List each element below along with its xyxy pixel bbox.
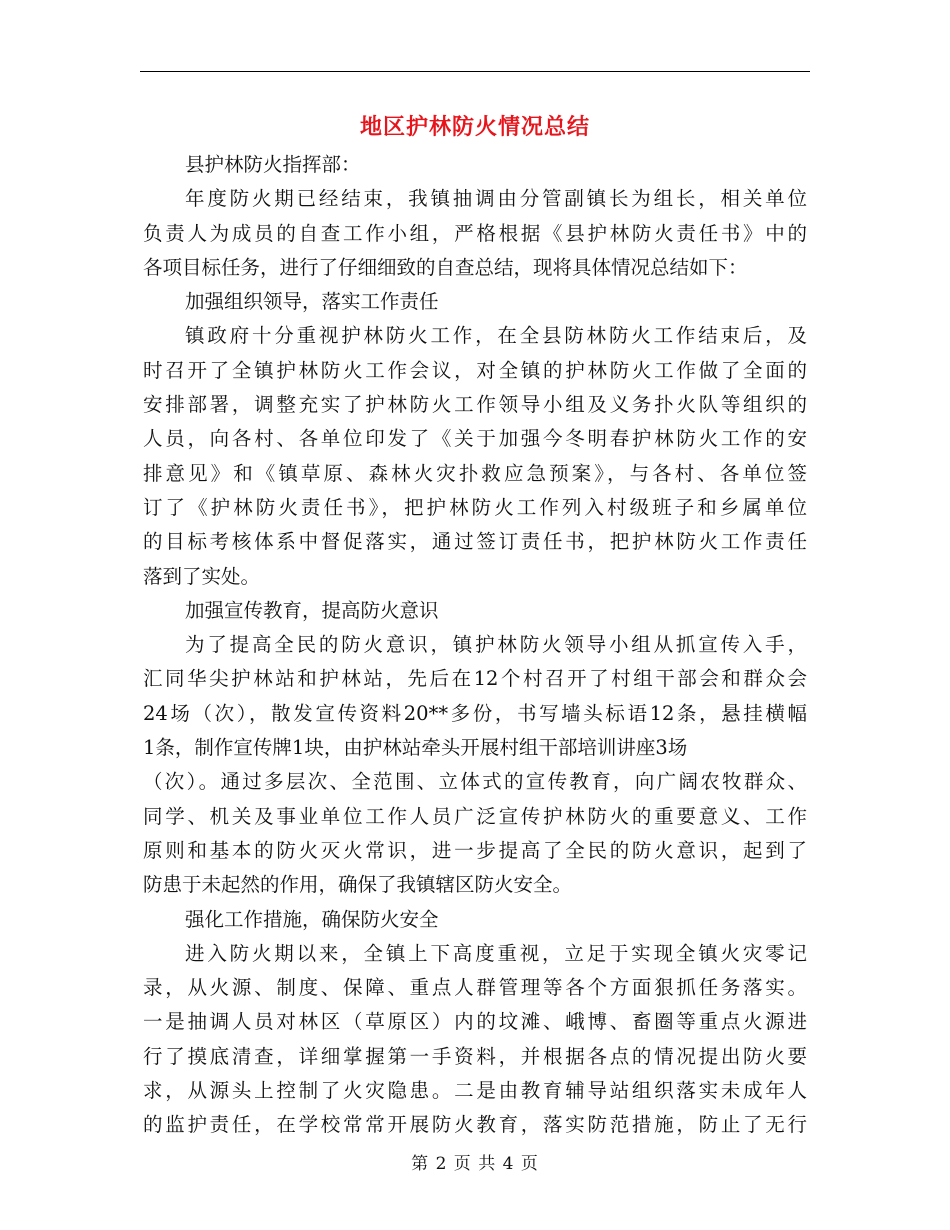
text-line: 汇同华尖护林站和护林站，先后在12个村召开了村组干部会和群众会 (143, 667, 807, 691)
text-line: 为了提高全民的防火意识，镇护林防火领导小组从抓宣传入手， (185, 633, 807, 657)
text-line: 年度防火期已经结束，我镇抽调由分管副镇长为组长，相关单位 (185, 187, 807, 211)
text-line: 防患于未起然的作用，确保了我镇辖区防火安全。 (143, 873, 573, 897)
text-line: 24场（次），散发宣传资料20**多份，书写墙头标语12条，悬挂横幅 (143, 701, 807, 725)
text-line: 镇政府十分重视护林防火工作，在全县防林防火工作结束后，及 (185, 324, 807, 348)
text-line: 一是抽调人员对林区（草原区）内的坟滩、峨博、畜圈等重点火源进 (143, 1010, 807, 1034)
text-line: 1条，制作宣传牌1块，由护林站牵头开展村组干部培训讲座3场 (143, 736, 688, 760)
text-line: 求，从源头上控制了火灾隐患。二是由教育辅导站组织落实未成年人 (143, 1079, 807, 1103)
text-line: 排意见》和《镇草原、森林火灾扑救应急预案》，与各村、各单位签 (143, 461, 807, 485)
text-line: 的目标考核体系中督促落实，通过签订责任书，把护林防火工作责任 (143, 530, 807, 554)
header-rule (140, 71, 810, 72)
text-line: 原则和基本的防火灭火常识，进一步提高了全民的防火意识，起到了 (143, 838, 807, 862)
text-line: 同学、机关及事业单位工作人员广泛宣传护林防火的重要意义、工作 (143, 804, 807, 828)
text-line: 落到了实处。 (143, 564, 261, 588)
text-line: 录，从火源、制度、保障、重点人群管理等各个方面狠抓任务落实。 (143, 976, 807, 1000)
text-line: 加强宣传教育，提高防火意识 (185, 598, 439, 622)
document-title: 地区护林防火情况总结 (359, 114, 590, 140)
text-line: 安排部署，调整充实了护林防火工作领导小组及义务扑火队等组织的 (143, 393, 807, 417)
text-line: 加强组织领导，落实工作责任 (185, 290, 439, 314)
text-line: 进入防火期以来，全镇上下高度重视，立足于实现全镇火灾零记 (185, 941, 807, 965)
text-line: 订了《护林防火责任书》，把护林防火工作列入村级班子和乡属单位 (143, 495, 807, 519)
page-number-footer: 第 2 页 共 4 页 (411, 1154, 539, 1174)
text-line: 时召开了全镇护林防火工作会议，对全镇的护林防火工作做了全面的 (143, 358, 807, 382)
text-line: 县护林防火指挥部： (185, 153, 361, 176)
text-line: 行了摸底清查，详细掌握第一手资料，并根据各点的情况提出防火要 (143, 1044, 807, 1068)
text-line: 强化工作措施，确保防火安全 (185, 907, 439, 931)
text-line: 人员，向各村、各单位印发了《关于加强今冬明春护林防火工作的安 (143, 427, 807, 451)
text-line: （次）。通过多层次、全范围、立体式的宣传教育，向广阔农牧群众、 (143, 770, 807, 794)
document-body (143, 148, 807, 1143)
text-line: 各项目标任务，进行了仔细细致的自查总结，现将具体情况总结如下： (143, 255, 748, 279)
text-line: 的监护责任，在学校常常开展防火教育，落实防范措施，防止了无行 (143, 1113, 807, 1137)
text-line: 负责人为成员的自查工作小组，严格根据《县护林防火责任书》中的 (143, 221, 807, 245)
